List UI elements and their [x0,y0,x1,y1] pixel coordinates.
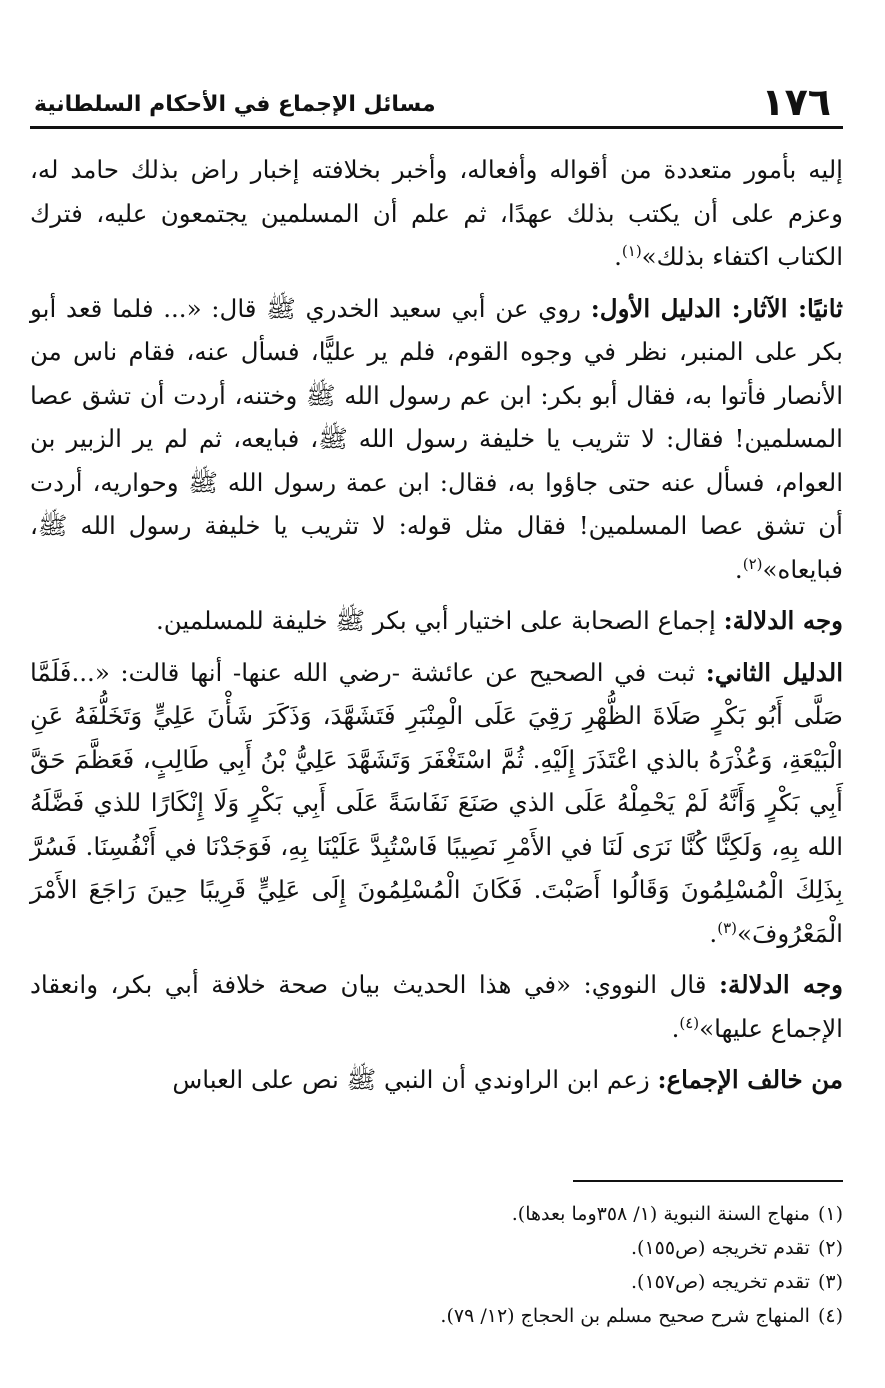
paragraph-text: قال النووي: «في هذا الحديث بيان صحة خلافة أبي بكر، وانعقاد الإجماع عليها» [30,970,843,1043]
book-page [30,0,843,1388]
footnote-ref: (٢) [742,554,763,573]
footnote-2 [30,1231,843,1265]
paragraph-label: وجه الدلالة: [718,970,844,999]
paragraph-label: الدليل الثاني: [705,657,843,687]
paragraph-label: من خالف الإجماع: [657,1065,843,1094]
paragraph-6 [30,1058,843,1102]
paragraph-end: . [671,1013,680,1043]
main-text [30,148,843,1110]
paragraph-text: زعم ابن الراوندي أن النبي ﷺ نص على العباس [172,1065,650,1094]
paragraph-text: ثبت في الصحيح عن عائشة -رضي الله عنها- أنها قالت: «...فَلَمَّا صَلَّى أَبُو بَكْرٍ صَلَاةَ الظُّهْرِ رَقِيَ عَلَى الْمِنْبَرِ فَتَشَهَّدَ، وَذَكَرَ شَأْنَ عَلِيٍّ وَتَخَلُّفَهُ عَنِ الْبَيْعَةِ، وَعُذْرَهُ بالذي اعْتَذَرَ إِلَيْهِ. ثُمَّ اسْتَغْفَرَ وَتَشَهَّدَ عَلِيُّ بْنُ أَبِي طَالِبٍ، فَعَظَّمَ حَقَّ أَبِي بَكْرٍ وَأَنَّهُ لَمْ يَحْمِلْهُ عَلَى الذي صَنَعَ نَفَاسَةً عَلَى أَبِي بَكْرٍ وَلَا إِنْكَارًا للذي فَضَّلَهُ الله بِهِ، وَلَكِنَّا كُنَّا نَرَى لَنَا في الأَمْرِ نَصِيبًا فَاسْتُبِدَّ عَلَيْنَا بِهِ، فَوَجَدْنَا في أَنْفُسِنَا. فَسُرَّ بِذَلِكَ الْمُسْلِمُونَ وَقَالُوا أَصَبْتَ. فَكَانَ الْمُسْلِمُونَ إِلَى عَلِيٍّ قَرِيبًا حِينَ رَاجَعَ الأَمْرَ الْمَعْرُوفَ» [30,657,843,948]
paragraph-5 [30,963,843,1050]
paragraph-text: روي عن أبي سعيد الخدري ﷺ قال: «... فلما قعد أبو بكر على المنبر، نظر في وجوه القوم، فلم ير عليًّا، فسأل عنه، فقام ناس من الأنصار فأتوا به، فقال أبو بكر: ابن عم رسول الله ﷺ وختنه، أردت أن تشق عصا المسلمين! فقال: لا تثريب يا خليفة رسول الله ﷺ، فبايعه، ثم لم ير الزبير بن العوام، فسأل عنه حتى جاؤوا به، فقال: ابن عمة رسول الله ﷺ وحواريه، أردت أن تشق عصا المسلمين! فقال مثل قوله: لا تثريب يا خليفة رسول الله ﷺ، فبايعاه» [30,293,843,584]
paragraph-1 [30,148,843,279]
footnote-number: (٣) [817,1271,843,1293]
footnote-number: (١) [817,1203,843,1225]
paragraph-2 [30,287,843,592]
footnote-ref: (٣) [717,918,737,937]
footnote-text: المنهاج شرح صحيح مسلم بن الحجاج (١٢/ ٧٩). [440,1305,810,1327]
footnote-1 [30,1197,843,1231]
paragraph-label: ثانيًا: الآثار: الدليل الأول: [590,293,843,323]
paragraph-text: إليه بأمور متعددة من أقواله وأفعاله، وأخبر بخلافته إخبار راض بذلك حامد له، وعزم على أن يكتب بذلك عهدًا، ثم علم أن المسلمين يجتمعون عليه، فترك الكتاب اكتفاء بذلك» [30,155,843,271]
footnote-number: (٤) [817,1305,843,1327]
footnote-number: (٢) [817,1237,843,1259]
paragraph-end: . [734,554,743,584]
footnote-ref: (١) [621,241,642,260]
paragraph-text: إجماع الصحابة على اختيار أبي بكر ﷺ خليفة للمسلمين. [155,606,716,635]
paragraph-end: . [614,242,622,271]
page-number: ١٧٦ [761,80,831,124]
footnote-4 [30,1299,843,1333]
footnote-ref: (٤) [679,1013,700,1032]
running-title: مسائل الإجماع في الأحكام السلطانية [34,92,436,117]
paragraph-4 [30,651,843,956]
footnote-divider [573,1180,843,1182]
paragraph-label: وجه الدلالة: [723,606,843,635]
footnote-text: منهاج السنة النبوية (١/ ٣٥٨وما بعدها). [511,1203,810,1225]
paragraph-3 [30,599,843,643]
paragraph-end: . [709,918,718,948]
running-header [30,76,843,129]
footnotes [30,1197,843,1333]
footnote-3 [30,1265,843,1299]
footnote-text: تقدم تخريجه (ص١٥٧). [630,1271,810,1293]
footnote-text: تقدم تخريجه (ص١٥٥). [630,1237,810,1259]
